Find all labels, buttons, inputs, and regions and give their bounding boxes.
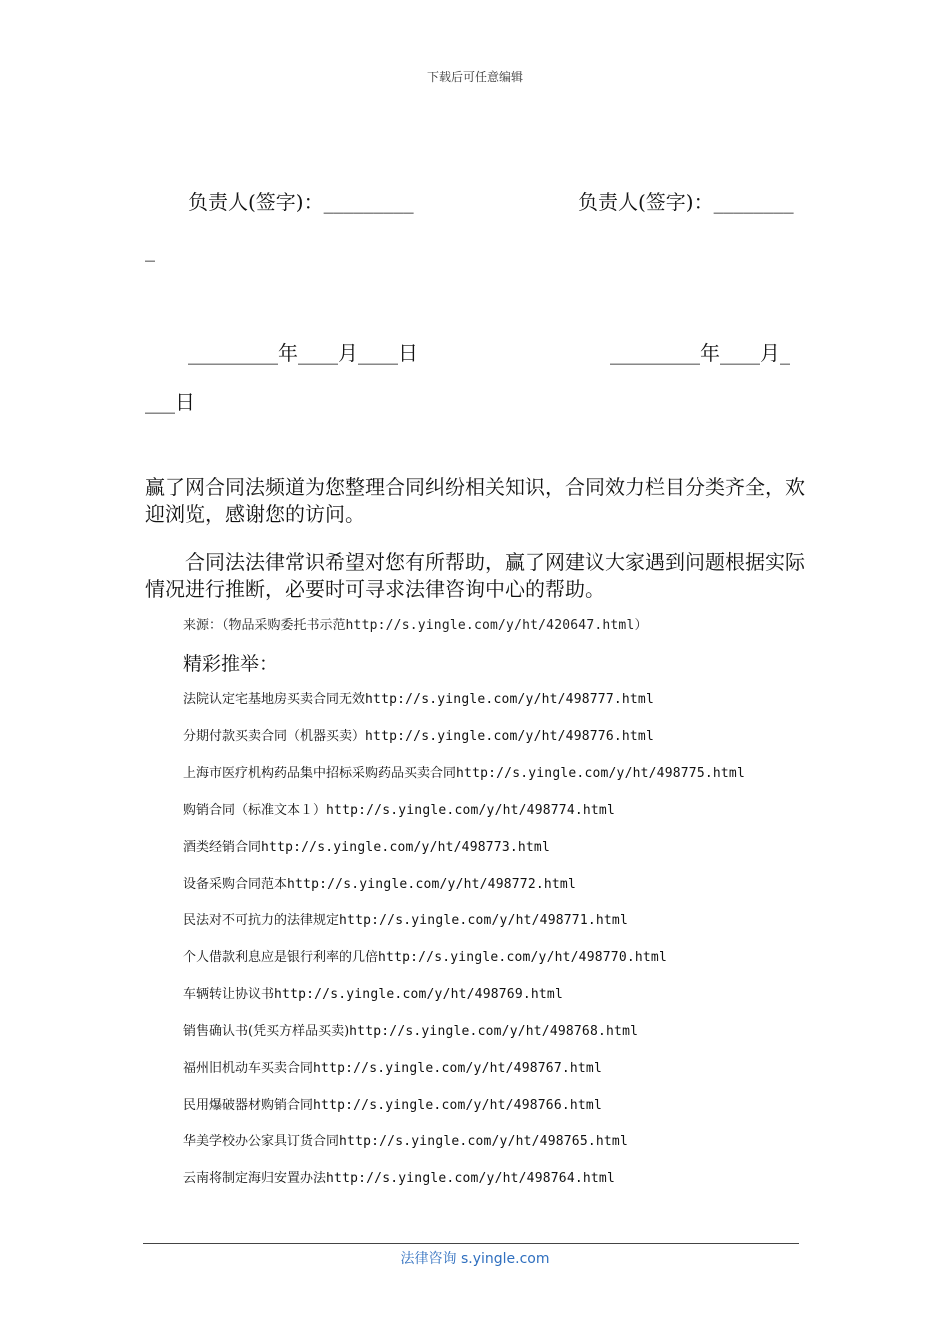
intro-paragraph: 赢了网合同法频道为您整理合同纠纷相关知识，合同效力栏目分类齐全，欢迎浏览，感谢您的访问。: [145, 475, 805, 526]
list-item[interactable]: [183, 1167, 615, 1186]
recommendation-link[interactable]: http://s.yingle.com/y/ht/498773.html: [261, 840, 550, 855]
recommendation-title: 车辆转让协议书: [183, 987, 275, 1002]
recommendation-link[interactable]: http://s.yingle.com/y/ht/498777.html: [365, 692, 654, 707]
list-item[interactable]: [183, 873, 576, 892]
footer-divider: [143, 1243, 799, 1244]
date-right: _________年____月_: [610, 341, 790, 365]
recommendation-link[interactable]: http://s.yingle.com/y/ht/498775.html: [456, 766, 745, 781]
list-item[interactable]: [183, 983, 563, 1002]
signature-left: 负责人(签字)：_________: [188, 190, 414, 214]
recommendation-link[interactable]: http://s.yingle.com/y/ht/498764.html: [326, 1171, 615, 1186]
recommendation-link[interactable]: http://s.yingle.com/y/ht/498766.html: [313, 1098, 602, 1113]
recommendation-link[interactable]: http://s.yingle.com/y/ht/498770.html: [378, 950, 667, 965]
list-item[interactable]: [183, 1020, 638, 1039]
recommendation-title: 分期付款买卖合同（机器买卖）: [183, 729, 366, 744]
recommendation-link[interactable]: http://s.yingle.com/y/ht/498772.html: [287, 877, 576, 892]
recommendation-link[interactable]: http://s.yingle.com/y/ht/498771.html: [339, 913, 628, 928]
recommendation-title: 设备采购合同范本: [183, 877, 288, 892]
list-item[interactable]: [183, 1057, 602, 1076]
list-item[interactable]: [183, 909, 628, 928]
list-item[interactable]: [183, 946, 667, 965]
list-item[interactable]: [183, 1130, 628, 1149]
list-item[interactable]: [183, 688, 654, 707]
date-wrap: ___日: [145, 390, 195, 414]
date-left: _________年____月____日: [188, 341, 418, 365]
list-item[interactable]: [183, 762, 745, 781]
source-line: [183, 614, 648, 633]
source-link[interactable]: http://s.yingle.com/y/ht/420647.html: [345, 618, 635, 633]
source-label: 来源：（物品采购委托书示范: [183, 618, 346, 633]
recommendation-title: 上海市医疗机构药品集中招标采购药品买卖合同: [183, 766, 457, 781]
recommendation-link[interactable]: http://s.yingle.com/y/ht/498769.html: [274, 987, 563, 1002]
list-item[interactable]: [183, 1094, 602, 1113]
list-item[interactable]: [183, 799, 615, 818]
advice-paragraph: 合同法法律常识希望对您有所帮助，赢了网建议大家遇到问题根据实际情况进行推断，必要时可寻求法律咨询中心的帮助。: [145, 550, 805, 601]
recommendation-link[interactable]: http://s.yingle.com/y/ht/498768.html: [349, 1024, 639, 1039]
recommendation-title: 酒类经销合同: [183, 840, 262, 855]
source-suffix: ）: [634, 618, 648, 633]
recommendation-title: 法院认定宅基地房买卖合同无效: [183, 692, 366, 707]
recommendation-link[interactable]: http://s.yingle.com/y/ht/498765.html: [339, 1134, 628, 1149]
page-header-note: 下载后可任意编辑: [426, 70, 523, 84]
signature-wrap: _: [145, 238, 155, 262]
recommendation-link[interactable]: http://s.yingle.com/y/ht/498767.html: [313, 1061, 602, 1076]
recommendation-title: 购销合同（标准文本１）: [183, 803, 327, 818]
recommendation-title: 华美学校办公家具订货合同: [183, 1134, 340, 1149]
signature-right: 负责人(签字)：________: [578, 190, 794, 214]
recommendation-title: 云南将制定海归安置办法: [183, 1171, 327, 1186]
recommend-title: 精彩推举：: [183, 653, 279, 675]
list-item[interactable]: [183, 836, 550, 855]
recommendation-link[interactable]: http://s.yingle.com/y/ht/498774.html: [326, 803, 615, 818]
recommendation-title: 销售确认书(凭买方样品买卖): [183, 1024, 350, 1039]
list-item[interactable]: [183, 725, 654, 744]
recommendation-title: 民法对不可抗力的法律规定: [183, 913, 340, 928]
recommendation-title: 福州旧机动车买卖合同: [183, 1061, 314, 1076]
recommendation-title: 个人借款利息应是银行利率的几倍: [183, 950, 379, 965]
recommendation-link[interactable]: http://s.yingle.com/y/ht/498776.html: [365, 729, 654, 744]
recommendation-title: 民用爆破器材购销合同: [183, 1098, 314, 1113]
footer-link[interactable]: 法律咨询 s.yingle.com: [400, 1251, 550, 1267]
